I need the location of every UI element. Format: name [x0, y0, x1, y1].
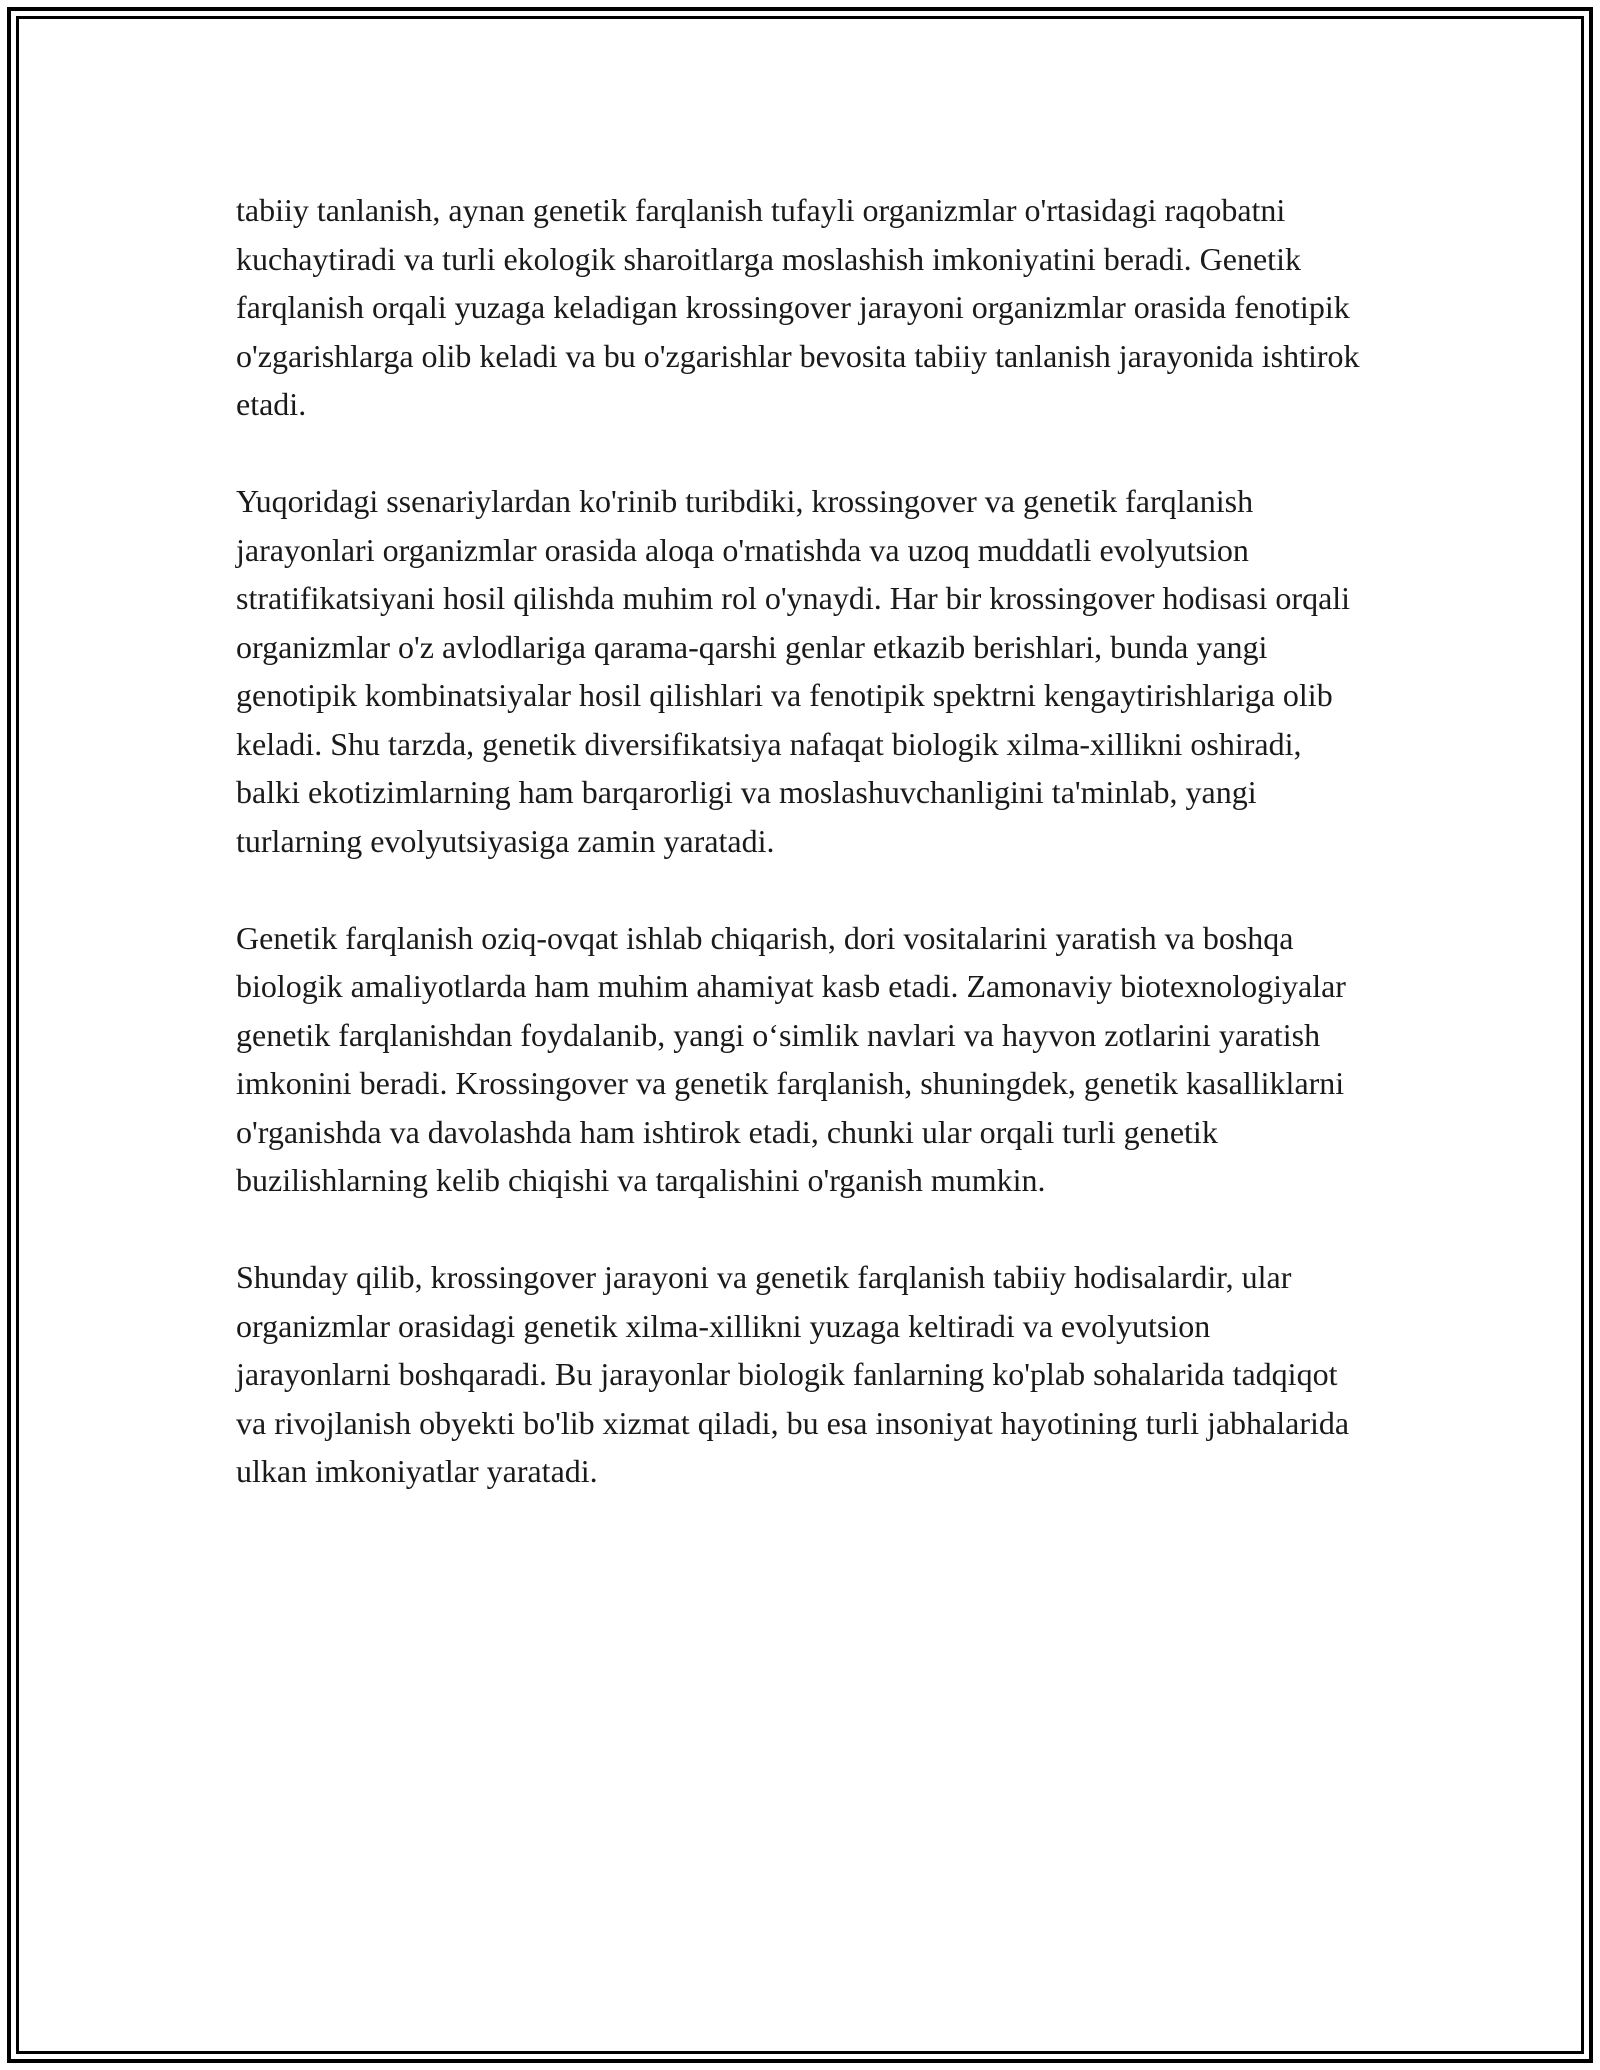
paragraph-4: Shunday qilib, krossingover jarayoni va genetik farqlanish tabiiy hodisalardir, ular organizmlar orasidagi genetik xilma-xillikni yuzaga keltiradi va evolyutsion jarayonlarni boshqaradi. Bu jarayonlar biologik fanlarning ko'plab sohalarida tadqiqot va rivojlanish obyekti bo'lib xizmat qiladi, bu esa insoniyat hayotining turli jabhalarida ulkan imkoniyatlar yaratadi.	[236, 1259, 1350, 1489]
paragraph-1: tabiiy tanlanish, aynan genetik farqlanish tufayli organizmlar o'rtasidagi raqobatni kuchaytiradi va turli ekologik sharoitlarga moslashish imkoniyatini beradi. Genetik farqlanish orqali yuzaga keladigan krossingover jarayoni organizmlar orasida fenotipik o'zgarishlarga olib keladi va bu o'zgarishlar bevosita tabiiy tanlanish jarayonida ishtirok etadi.	[236, 192, 1360, 422]
paragraph-3: Genetik farqlanish oziq-ovqat ishlab chiqarish, dori vositalarini yaratish va boshqa biologik amaliyotlarda ham muhim ahamiyat kasb etadi. Zamonaviy biotexnologiyalar genetik farqlanishdan foydalanib, yangi o‘simlik navlari va hayvon zotlarini yaratish imkonini beradi. Krossingover va genetik farqlanish, shuningdek, genetik kasalliklarni o'rganishda va davolashda ham ishtirok etadi, chunki ular orqali turli genetik buzilishlarning kelib chiqishi va tarqalishini o'rganish mumkin.	[236, 919, 1346, 1198]
paragraph-2: Yuqoridagi ssenariylardan ko'rinib turibdiki, krossingover va genetik farqlanish jarayonlari organizmlar orasida aloqa o'rnatishda va uzoq muddatli evolyutsion stratifikatsiyani hosil qilishda muhim rol o'ynaydi. Har bir krossingover hodisasi orqali organizmlar o'z avlodlariga qarama-qarshi genlar etkazib berishlari, bunda yangi genotipik kombinatsiyalar hosil qilishlari va fenotipik spektrni kengaytirishlariga olib keladi. Shu tarzda, genetik diversifikatsiya nafaqat biologik xilma-xillikni oshiradi, balki ekotizimlarning ham barqarorligi va moslashuvchanligini ta'minlab, yangi turlarning evolyutsiyasiga zamin yaratadi.	[236, 483, 1351, 859]
document-body	[236, 186, 1366, 1544]
